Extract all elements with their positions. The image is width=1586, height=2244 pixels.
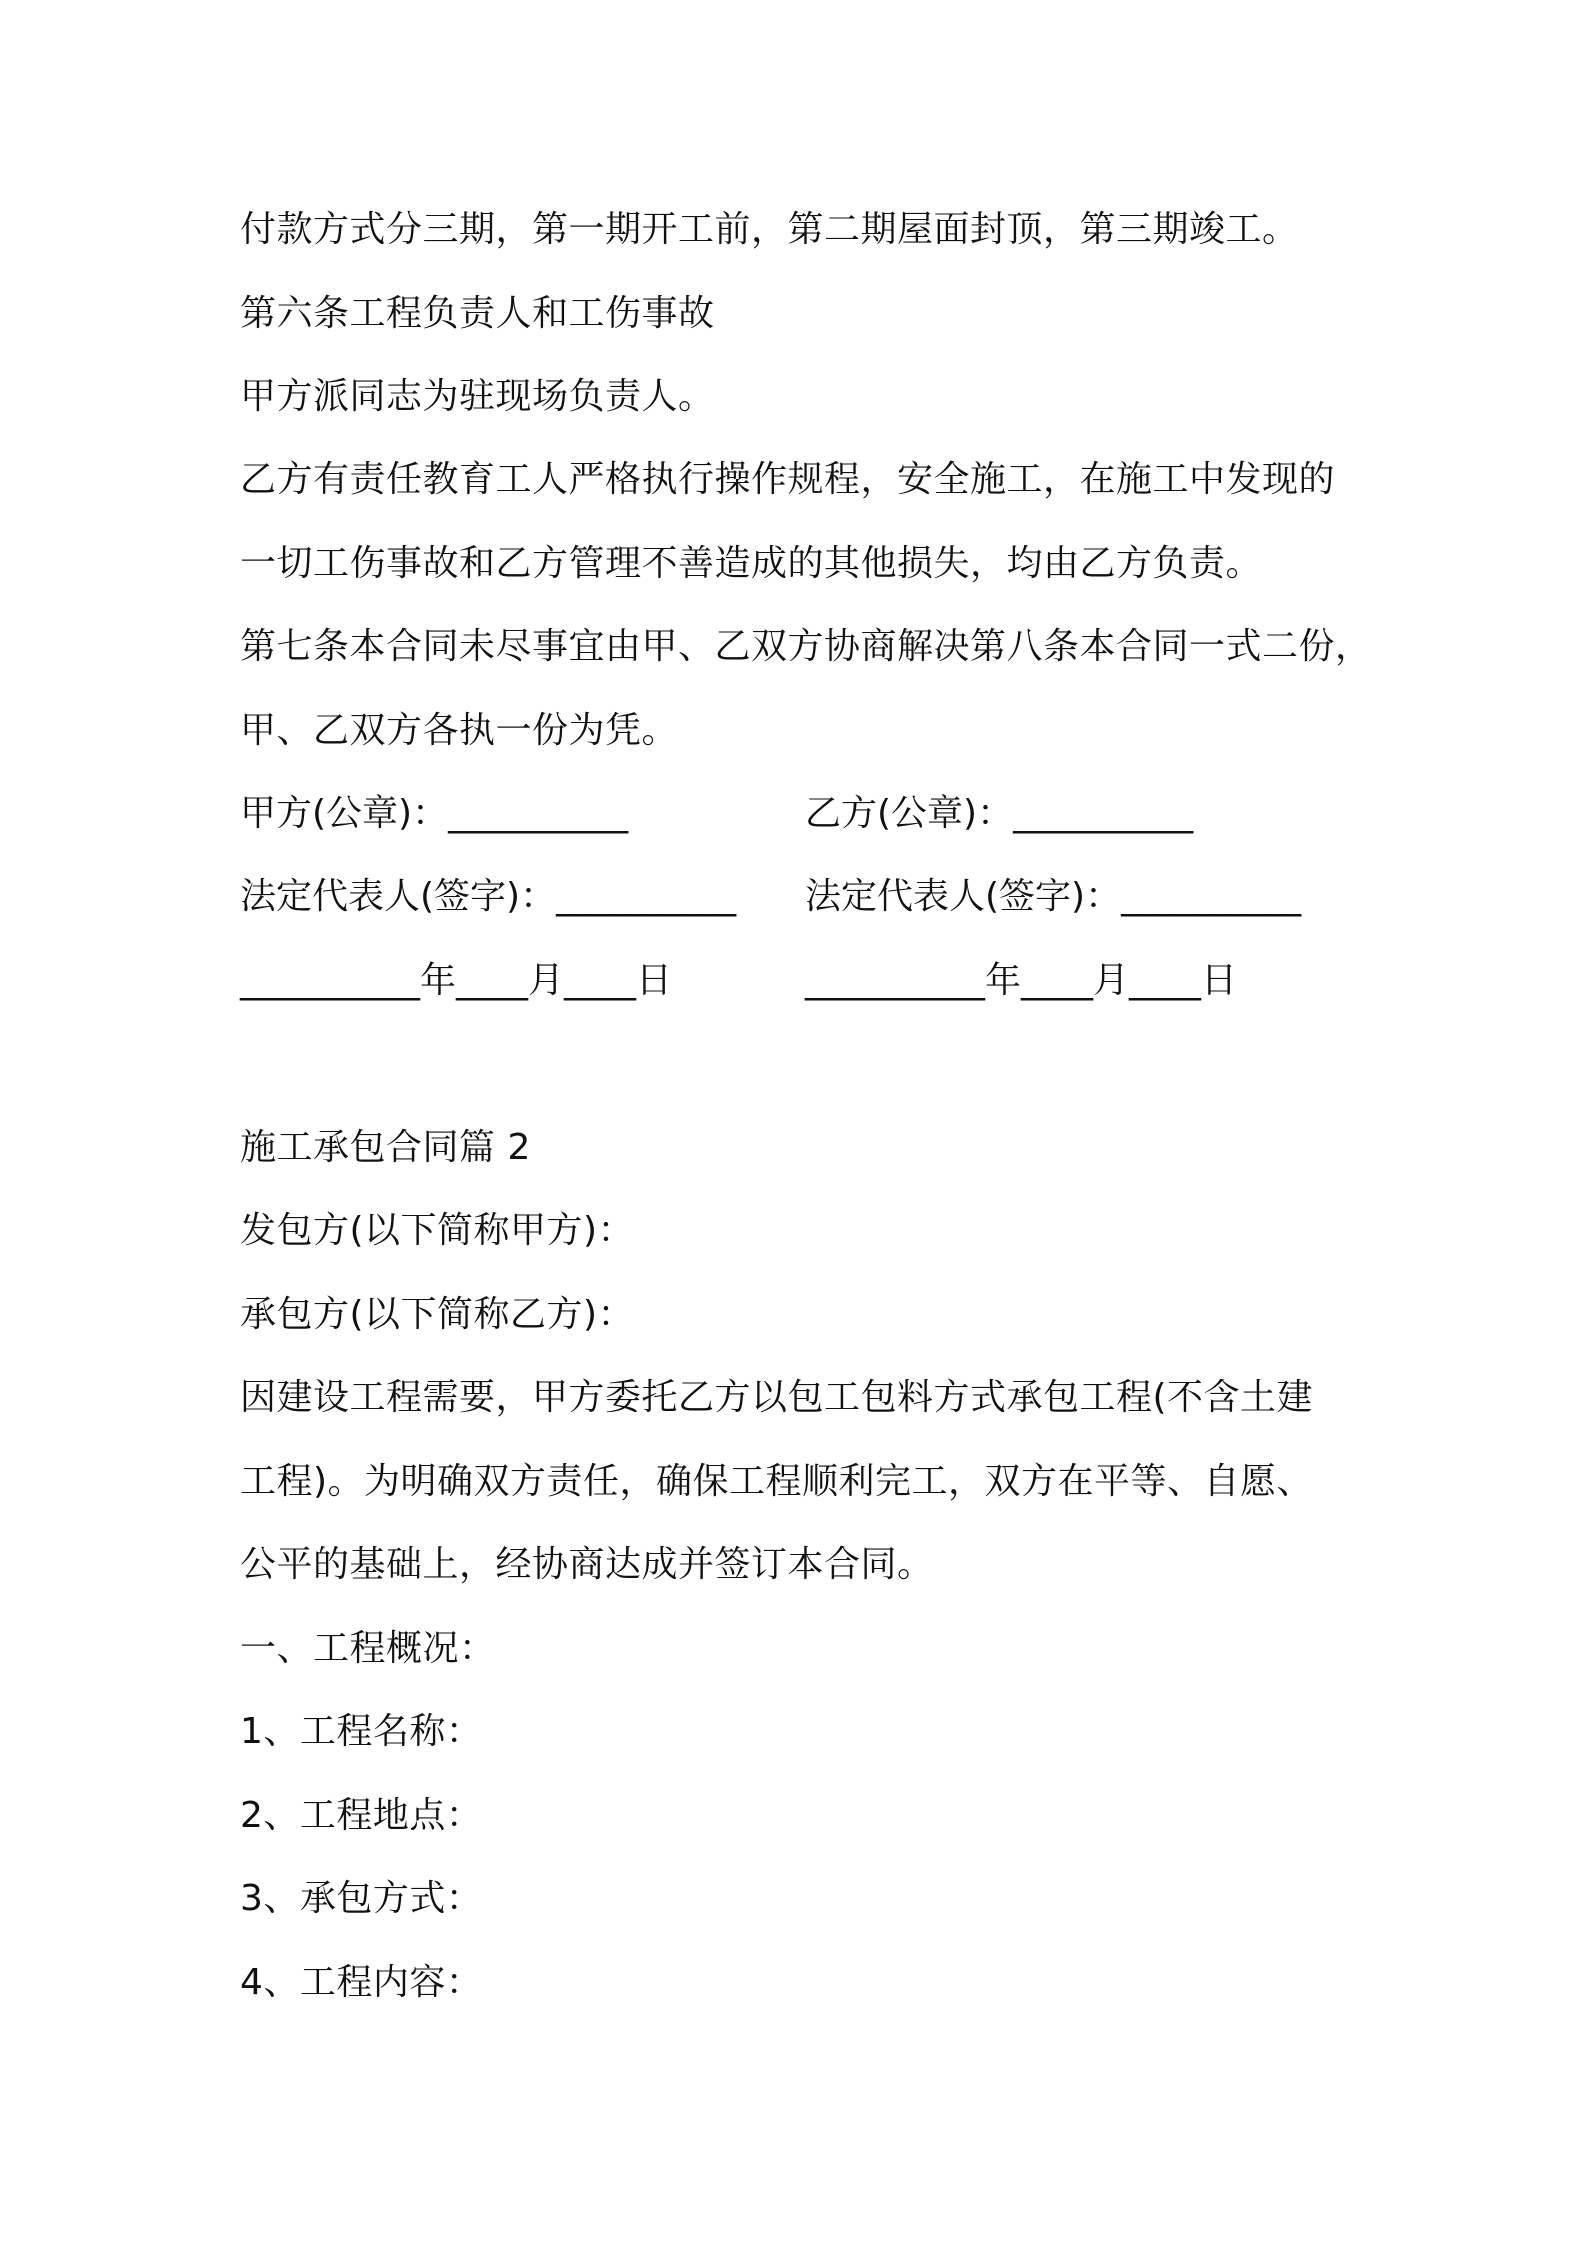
- paragraph-safety-line-2: 一切工伤事故和乙方管理不善造成的其他损失，均由乙方负责。: [240, 543, 1263, 584]
- party-a-representative-field: 法定代表人(签字)：__________: [240, 876, 737, 917]
- item-project-location: 2、工程地点：: [240, 1795, 483, 1836]
- paragraph-purpose-line-2: 工程)。为明确双方责任，确保工程顺利完工，双方在平等、自愿、: [240, 1461, 1314, 1502]
- party-a-date-field: __________年____月____日: [240, 960, 672, 1001]
- party-b-representative-field: 法定代表人(签字)：__________: [805, 876, 1302, 917]
- field-employer: 发包方(以下简称甲方)：: [240, 1210, 635, 1251]
- party-a-seal-field: 甲方(公章)：__________: [240, 793, 629, 834]
- party-b-date-field: __________年____月____日: [805, 960, 1237, 1001]
- heading-project-overview: 一、工程概况：: [240, 1628, 496, 1669]
- paragraph-purpose-line-3: 公平的基础上，经协商达成并签订本合同。: [240, 1544, 934, 1585]
- item-contract-method: 3、承包方式：: [240, 1878, 483, 1919]
- item-project-name: 1、工程名称：: [240, 1711, 483, 1752]
- paragraph-article-seven-line-1: 第七条本合同未尽事宜由甲、乙双方协商解决第八条本合同一式二份，: [240, 626, 1372, 667]
- item-project-content: 4、工程内容：: [240, 1962, 483, 2003]
- paragraph-payment-terms: 付款方式分三期，第一期开工前，第二期屋面封顶，第三期竣工。: [240, 209, 1299, 250]
- party-b-seal-field: 乙方(公章)：__________: [805, 793, 1194, 834]
- paragraph-article-seven-line-2: 甲、乙双方各执一份为凭。: [240, 710, 679, 751]
- paragraph-purpose-line-1: 因建设工程需要，甲方委托乙方以包工包料方式承包工程(不含土建: [240, 1377, 1314, 1418]
- field-contractor: 承包方(以下简称乙方)：: [240, 1294, 635, 1335]
- paragraph-safety-line-1: 乙方有责任教育工人严格执行操作规程，安全施工，在施工中发现的: [240, 459, 1336, 500]
- section-title-contract-2: 施工承包合同篇 2: [240, 1127, 531, 1168]
- paragraph-site-manager: 甲方派同志为驻现场负责人。: [240, 376, 715, 417]
- heading-article-six: 第六条工程负责人和工伤事故: [240, 293, 715, 334]
